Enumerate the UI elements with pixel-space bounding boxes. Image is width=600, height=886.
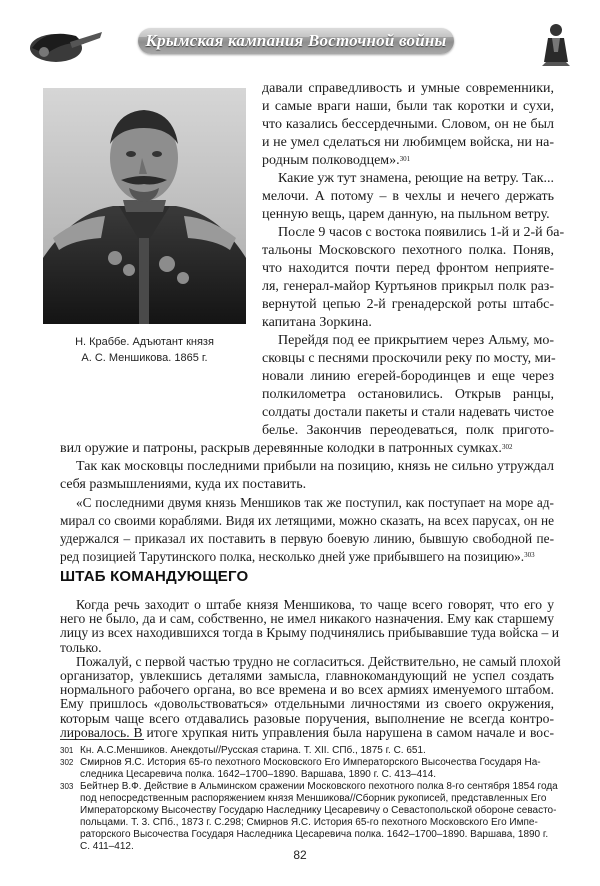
body-text-line: которым чаще всего отдавались разовые поручения, выполнение не всегда контро-	[60, 710, 554, 726]
body-text-line: лицу из всех находившихся тогда в Крыму подчинялись прибывавшие туда войска – и	[60, 625, 559, 641]
column-text-line: капитана Зоркина.	[262, 315, 372, 330]
footnote-ref: 301	[399, 155, 411, 163]
quote-text-line: удержался – приказал их поставить в первую боевую линию, бывшую свободной пе-	[60, 531, 554, 546]
column-text-line: мелочи. А потому – в чехлы и нечего держать	[262, 189, 554, 204]
header-right-ornament-icon	[540, 22, 572, 68]
body-text-line: Когда речь заходит о штабе князя Меншикова, то чаще всего говорят, что его у	[76, 597, 554, 612]
body-text-line: него не было, да и сам, собственно, не имел никакого назначения. Ему как старшему	[60, 611, 554, 627]
column-text-line: Перейдя под ее прикрытием через Альму, мо-	[278, 333, 554, 348]
body-text-line: Так как московцы последними прибыли на позицию, князь не сильно утруждал	[76, 459, 554, 474]
column-text-line: вернутой цепью 2-й гренадерской роты штабс-	[262, 297, 554, 312]
footnote-line: С. 411–412.	[80, 841, 134, 852]
column-text-line: что находится почти перед фронтом неприяте-	[262, 261, 554, 276]
body-text-line: лировалось. В итоге хрупкая нить управления была нарушена в самом начале и вос-	[60, 724, 554, 740]
quote-text-line: «С последними двумя князь Меншиков так же поступил, как поступает на море ад-	[76, 495, 554, 510]
footnote-line: раторского Высочества Государя Наследника Цесаревича полка. 1642–1700–1890. Варшава, 1890 г.	[80, 829, 549, 840]
footnote-ref: 302	[501, 443, 513, 451]
running-header-banner	[138, 28, 454, 54]
body-text-line: Пожалуй, с первой частью трудно не согласиться. Действительно, не самый плохой	[76, 653, 561, 669]
column-text-line: белье. Закончив переодеваться, полк пригото-	[262, 423, 554, 438]
caption-line: А. С. Меншикова. 1865 г.	[81, 352, 208, 364]
body-text-line: нормального рабочего органа, во все времена и во всех армиях именуемого штабом.	[60, 682, 554, 698]
body-text-line: себя размышлениями, куда их поставить.	[60, 477, 307, 492]
column-text-line: давали справедливость и умные современники,	[262, 81, 554, 96]
column-text-line: что казались бессердечными. Словом, он не был	[262, 117, 554, 132]
column-text-line: сковцы с песнями проскочили реку по мосту, ми-	[262, 351, 556, 366]
footnote-number: 301	[60, 746, 74, 755]
column-text-line: новали линию егерей-бородинцев и еще через	[262, 369, 554, 384]
column-text-line: ля, генерал-майор Куртьянов прикрыл полк раз-	[262, 279, 554, 294]
footnote-line: следника Цесаревича полка. 1642–1700–1890. Варшава, 1890 г. С. 413–414.	[80, 769, 437, 780]
caption-line: Н. Краббе. Адъютант князя	[75, 336, 214, 348]
portrait-image	[43, 88, 246, 324]
footnote-number: 303	[60, 782, 74, 791]
running-header-title: Крымская кампания Восточной войны	[145, 31, 447, 50]
body-text-line: вил оружие и патроны, раскрыв деревянные колодки в патронных сумках.$^{302}$	[60, 441, 513, 456]
portrait-caption	[43, 334, 246, 366]
footnote-ref: 303	[524, 551, 535, 559]
column-text-line: После 9 часов с востока появились 1-й и 2-й ба-	[278, 225, 565, 240]
column-text-line: родным полководцем».$^{301}$	[262, 153, 411, 168]
column-text-line: полкилометра остановились. Открыв ранцы,	[262, 387, 554, 402]
column-text-line: Какие уж тут знамена, реющие на ветру. Так...	[278, 171, 554, 186]
footnote-line: Кн. А.С.Меншиков. Анекдоты//Русская старина. Т. XII. СПб., 1875 г. С. 651.	[80, 745, 426, 756]
page-number: 82	[293, 848, 307, 862]
body-text-line: организатор, увлекшись деталями замысла, главнокомандующий не успел создать	[60, 668, 554, 683]
footnote-line: Смирнов Я.С. История 65-го пехотного Московского Его Императорского Высочества Государя На-	[80, 757, 541, 768]
footnote-line: под непосредственным распоряжением князя Меншикова//Сборник рукописей, представленных Его	[80, 793, 547, 804]
footnote-line: Императорскому Высочеству Государю Наследнику Цесаревичу о Севастопольской обороне севасто-	[80, 805, 557, 816]
body-text-line: только.	[60, 639, 102, 655]
body-text-line: Ему пришлось «довольствоваться» отдельными личностями из своего окружения,	[60, 696, 554, 712]
column-text-line: ценную вещь, царем данную, на пыльном ветру.	[262, 207, 550, 222]
column-text-line: солдаты достали пакеты и стали надевать чистое	[262, 405, 554, 420]
quote-text-line: ред позицией Тарутинского полка, несколько дней уже прибывшего на позицию».$^{303}$	[60, 549, 535, 564]
column-text-line: и самые враги наши, были так коротки и сухи,	[262, 99, 554, 114]
quote-text-line: мирал со своими кораблями. Видя их летящими, можно сказать, на всех парусах, он не	[60, 513, 554, 528]
footnote-number: 302	[60, 758, 74, 767]
header-left-ornament-icon	[26, 18, 104, 68]
footnote-line: Бейтнер В.Ф. Действие в Альминском сражении Московского пехотного полка 8-го сентября 1854 года	[80, 781, 558, 792]
column-text-line: тальоны Московского пехотного полка. Поняв,	[262, 243, 554, 258]
footnote-line: польцами. Т. 3. СПб., 1873 г. С.298; Смирнов Я.С. История 65-го пехотного Московского Его Импе-	[80, 817, 538, 828]
column-text-line: и не умел сделаться ни любимцем войска, ни на-	[262, 135, 554, 150]
section-heading: ШТАБ КОМАНДУЮЩЕГО	[60, 568, 249, 585]
